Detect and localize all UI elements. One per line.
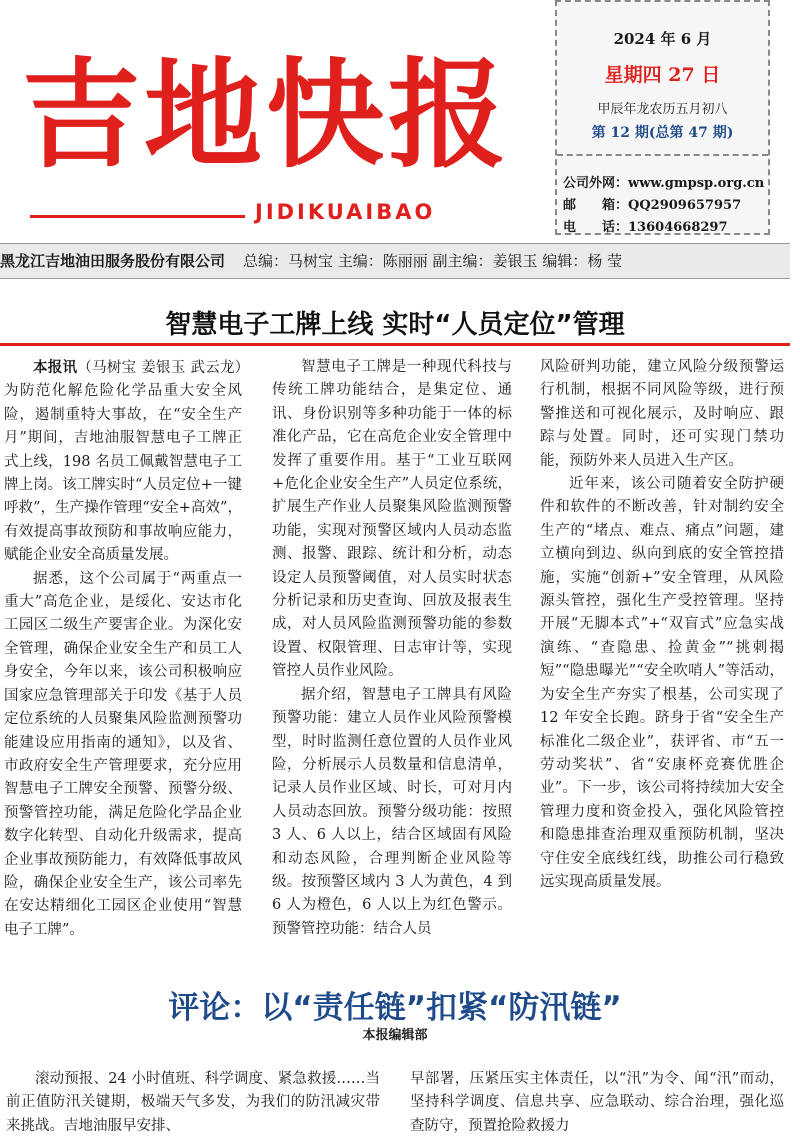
paragraph: 早部署，压紧压实主体责任，以“汛”为令、闻“汛”而动，坚持科学调度、信息共享、应急联动、综合治理，强化巡查防守，预置抢险救援力 [410,1071,784,1134]
editorial-bar [0,243,790,279]
commentary-headline: 评论：以“责任链”扣紧“防汛链” [168,990,622,1026]
contact-label: 邮 箱： [563,198,629,213]
lead-tag: 本报讯 [33,359,78,376]
commentary-column-1 [6,1068,380,1138]
paragraph: 据介绍，智慧电子工牌具有风险预警功能：建立人员作业风险预警模型，时时监测任意位置的人员作业风险，分析展示人员数量和信息清单，记录人员作业区域、时长，可对月内人员动态回放。预警分级功能：按照 3 人、6 人以上，结合区域固有风险和动态风险，合理判断企业风险等级。按预警区域内 3 人为黄色，4 到 6 人为橙色，6 人以上为红色警示。预警管控功能：结合人员 [272,686,512,937]
issue-lunar-date: 甲辰年龙农历五月初八 [597,102,728,117]
company-name: 黑龙江吉地油田服务股份有限公司 [0,252,226,270]
commentary-byline: 本报编辑部 [362,1028,428,1043]
article-column-3 [540,356,784,894]
article-column-2 [272,356,512,941]
paragraph: 滚动预报、24 小时值班、科学调度、紧急救援……当前正值防汛关键期，极端天气多发，为我们的防汛减灾带来挑战。吉地油服早安排、 [6,1071,380,1134]
info-divider [557,154,768,156]
contact-value: QQ2909657957 [628,198,742,213]
issue-number: 第 12 期(总第 47 期) [591,125,734,141]
issue-weekday-day: 星期四 27 日 [604,64,721,86]
commentary-column-2 [410,1068,784,1138]
contact-label: 公司外网： [563,176,629,191]
contact-label: 电 话： [563,220,629,235]
contact-phone [563,216,728,235]
contact-email [563,194,741,213]
editorial-staff: 总编：马树宝 主编：陈丽丽 副主编：姜银玉 编辑：杨 莹 [243,252,623,270]
paragraph: 近年来，该公司随着安全防护硬件和软件的不断改善，针对制约安全生产的“堵点、难点、痛点”问题，建立横向到边、纵向到底的安全管控措施，实施“创新+”安全管理，从风险源头管控，强化生产受控管理。坚持开展“无脚本式”+“双盲式”应急实战演练、“查隐患、捡黄金”“挑刺揭短”“隐患曝光”“安全吹哨人”等活动，为安全生产夯实了根基，公司实现了 12 年安全长跑。跻身于省“安全生产标准化二级企业”，获评省、市“五一劳动奖状”、省“安康杯竞赛优胜企业”。下一步，该公司将持续加大安全管理力度和资金投入，强化风险管控和隐患排查治理双重预防机制，坚决守住安全底线红线，助推公司行稳致远实现高质量发展。 [540,476,784,890]
paragraph: 据悉，这个公司属于“两重点一重大”高危企业，是绥化、安达市化工园区二级生产要害企业。为深化安全管理，确保企业安全生产和员工人身安全，今年以来，该公司积极响应国家应急管理部关于印发《基于人员定位系统的人员聚集风险监测预警功能建设应用指南的通知》，以及省、市政府安全生产管理要求，充分应用智慧电子工牌安全预警、预警分级、预警管控功能，满足危险化学品企业数字化转型、自动化升级需求，提高企业事故预防能力，有效降低事故风险，确保企业安全生产，该公司率先在安达精细化工园区企业使用“智慧电子工牌”。 [4,570,242,938]
contact-value: 13604668297 [628,220,728,235]
contact-website [563,172,764,191]
headline-rule [0,343,790,346]
article-headline: 智慧电子工牌上线 实时“人员定位”管理 [165,310,625,340]
paragraph: 智慧电子工牌是一种现代科技与传统工牌功能结合，是集定位、通讯、身份识别等多种功能于一体的标准化产品，它在高危企业安全管理中发挥了重要作用。基于“工业互联网+危化企业安全生产”人员定位系统，扩展生产作业人员聚集风险监测预警功能，实现对预警区域内人员动态监测、报警、跟踪、统计和分析，动态设定人员预警阈值，对人员实时状态分析记录和历史查询、回放及报表生成，对人员风险监测预警功能的参数设置、权限管理、日志审计等，实现管控人员作业风险。 [272,359,512,680]
issue-year-month: 2024 年 6 月 [613,30,712,48]
masthead-title: 吉地快报 [22,46,511,184]
paragraph: 风险研判功能，建立风险分级预警运行机制，根据不同风险等级，进行预警推送和可视化展示，及时响应、跟踪与处置。同时，还可实现门禁功能，预防外来人员进入生产区。 [540,359,784,469]
paragraph [4,356,242,568]
paragraph-text: （马树宝 姜银玉 武云龙）为防范化解危险化学品重大安全风险，遏制重特大事故，在“安全生产月”期间，吉地油服智慧电子工牌正式上线，198 名员工佩戴智慧电子工牌上岗。该工牌实时“人员定位+一键呼救”，生产操作管理“安全+高效”，有效提高事故预防和事故响应能力，赋能企业安全高质量发展。 [4,360,243,564]
contact-value[interactable]: www.gmpsp.org.cn [628,176,765,191]
article-column-1 [4,356,242,942]
masthead-rule [30,215,245,218]
masthead-pinyin: JIDIKUAIBAO [255,200,436,224]
issue-info-box [555,0,770,235]
